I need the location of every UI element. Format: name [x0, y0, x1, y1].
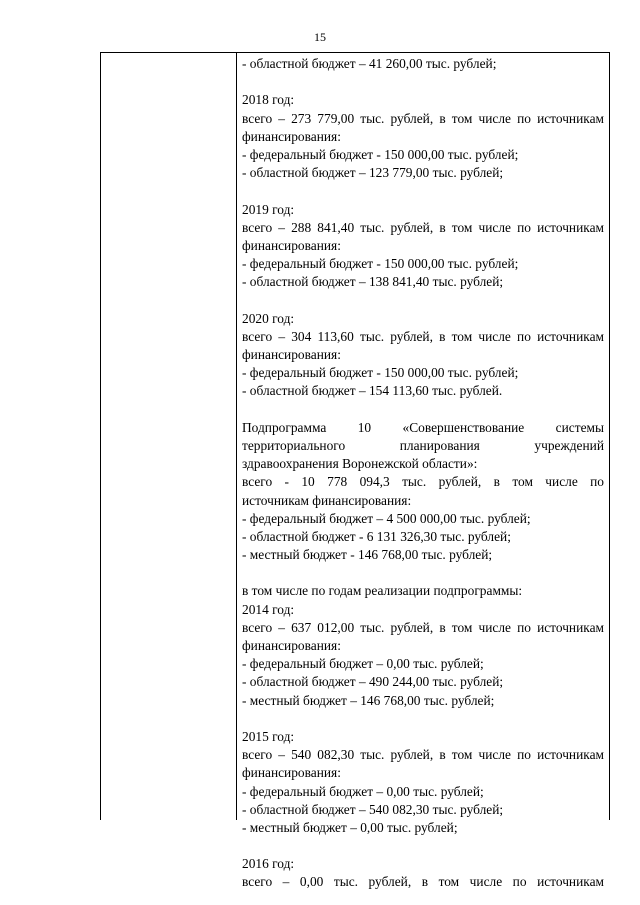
- text-paragraph: [242, 310, 604, 401]
- text-paragraph: [242, 201, 604, 292]
- text-line: Подпрограмма 10 «Совершенствование системы: [242, 419, 604, 435]
- text-line: всего – 540 082,30 тыс. рублей, в том числе по источникам: [242, 747, 604, 763]
- paragraph-gap: [242, 291, 604, 309]
- text-line: здравоохранения Воронежской области»:: [242, 456, 478, 472]
- text-line: - федеральный бюджет – 0,00 тыс. рублей;: [242, 783, 484, 799]
- text-line: всего - 10 778 094,3 тыс. рублей, в том числе по: [242, 474, 604, 490]
- text-line: - областной бюджет – 41 260,00 тыс. рублей;: [242, 56, 497, 71]
- text-line: 2018 год:: [242, 92, 295, 108]
- paragraph-gap: [242, 401, 604, 419]
- text-paragraph: [242, 855, 604, 891]
- text-line: финансирования:: [242, 347, 341, 362]
- text-line: всего – 0,00 тыс. рублей, в том числе по источникам: [242, 874, 604, 890]
- text-line: - местный бюджет – 146 768,00 тыс. рублей;: [242, 692, 495, 708]
- paragraph-gap: [242, 837, 604, 855]
- text-line: финансирования:: [242, 128, 341, 144]
- paragraph-gap: [242, 710, 604, 728]
- paragraph-gap: [242, 182, 604, 200]
- text-paragraph: [242, 419, 604, 565]
- paragraph-gap: [242, 564, 604, 582]
- text-line: 2019 год:: [242, 201, 295, 217]
- text-line: - федеральный бюджет – 0,00 тыс. рублей;: [242, 656, 484, 672]
- text-line: - местный бюджет – 0,00 тыс. рублей;: [242, 819, 458, 835]
- text-paragraph: [242, 91, 604, 182]
- text-line: - областной бюджет – 540 082,30 тыс. рублей;: [242, 801, 504, 817]
- text-line: территориального планирования учреждений: [242, 437, 604, 453]
- text-line: - областной бюджет – 138 841,40 тыс. рублей;: [242, 274, 504, 290]
- budget-table-cell-text: [242, 55, 604, 892]
- text-line: источникам финансирования:: [242, 492, 412, 508]
- text-line: всего – 304 113,60 тыс. рублей, в том числе по источникам: [242, 328, 604, 344]
- text-line: 2016 год:: [242, 856, 295, 872]
- table-column-divider: [236, 52, 237, 820]
- text-paragraph: [242, 728, 604, 837]
- text-line: - федеральный бюджет - 150 000,00 тыс. рублей;: [242, 256, 519, 272]
- text-line: - областной бюджет - 6 131 326,30 тыс. рублей;: [242, 528, 511, 544]
- text-line: финансирования:: [242, 638, 341, 653]
- text-line: всего – 273 779,00 тыс. рублей, в том числе по источникам: [242, 110, 604, 126]
- text-line: - федеральный бюджет - 150 000,00 тыс. рублей;: [242, 146, 519, 162]
- text-line: 2014 год:: [242, 601, 295, 617]
- text-line: - федеральный бюджет – 4 500 000,00 тыс. рублей;: [242, 510, 531, 526]
- paragraph-gap: [242, 73, 604, 91]
- text-line: 2020 год:: [242, 310, 295, 326]
- text-paragraph: [242, 55, 604, 73]
- text-line: - федеральный бюджет - 150 000,00 тыс. рублей;: [242, 365, 519, 381]
- text-line: 2015 год:: [242, 728, 295, 744]
- text-line: - областной бюджет – 154 113,60 тыс. рублей.: [242, 383, 503, 399]
- text-line: финансирования:: [242, 237, 341, 253]
- text-line: всего – 637 012,00 тыс. рублей, в том числе по источникам: [242, 619, 604, 635]
- text-line: в том числе по годам реализации подпрограммы:: [242, 583, 523, 599]
- text-line: всего – 288 841,40 тыс. рублей, в том числе по источникам: [242, 219, 604, 235]
- text-line: - областной бюджет – 123 779,00 тыс. рублей;: [242, 165, 504, 181]
- text-line: финансирования:: [242, 765, 341, 781]
- text-line: - областной бюджет – 490 244,00 тыс. рублей;: [242, 674, 504, 690]
- text-line: - местный бюджет - 146 768,00 тыс. рублей;: [242, 547, 493, 563]
- text-paragraph: [242, 582, 604, 709]
- page-number: 15: [314, 30, 326, 44]
